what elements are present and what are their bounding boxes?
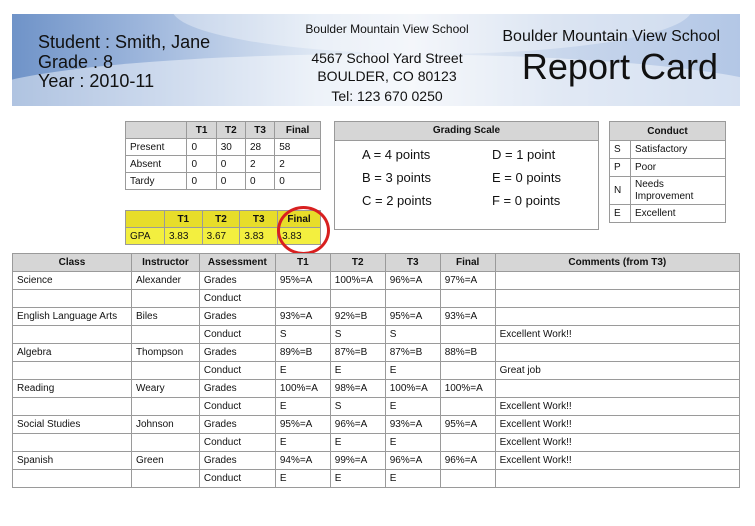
table-cell: 98%=A [330,380,385,398]
table-cell: Alexander [131,272,199,290]
table-cell: GPA [126,228,165,245]
table-header-row [126,122,321,139]
table-cell: 0 [187,173,216,190]
table-cell: 88%=B [440,344,495,362]
table-cell: E [385,470,440,488]
column-header: T2 [330,254,385,272]
table-cell: S [330,398,385,416]
column-header: Class [13,254,132,272]
table-cell: 92%=B [330,308,385,326]
table-cell: 93%=A [440,308,495,326]
address-phone: Tel: 123 670 0250 [331,88,443,104]
table-row [13,434,740,452]
table-cell: 0 [275,173,321,190]
table-cell [131,398,199,416]
column-header: T1 [275,254,330,272]
conduct-legend-table [609,121,726,223]
column-header: Instructor [131,254,199,272]
table-cell: S [330,326,385,344]
student-name: Student : Smith, Jane [38,32,211,52]
table-cell: 96%=A [385,272,440,290]
table-cell: Algebra [13,344,132,362]
table-cell: E [385,434,440,452]
address-city: BOULDER, CO 80123 [317,68,457,84]
table-cell: Science [13,272,132,290]
table-cell: Weary [131,380,199,398]
table-cell [13,290,132,308]
table-cell: Grades [199,272,275,290]
table-cell: E [275,470,330,488]
column-header: T3 [245,122,274,139]
table-row [13,380,740,398]
table-cell: 0 [216,156,245,173]
conduct-meaning: Poor [631,159,726,177]
column-header: Final [278,211,321,228]
table-cell: 3.83 [164,228,202,245]
table-row [13,452,740,470]
table-row [13,326,740,344]
table-cell: Social Studies [13,416,132,434]
table-cell: Conduct [199,362,275,380]
table-cell: 3.83 [240,228,278,245]
table-cell: Conduct [199,398,275,416]
table-row [610,159,726,177]
table-cell [495,308,739,326]
table-row [13,362,740,380]
classes-table [12,253,740,488]
table-cell: Conduct [199,326,275,344]
table-cell: 0 [245,173,274,190]
grading-scale-list [335,141,598,208]
table-cell: Thompson [131,344,199,362]
table-cell: 99%=A [330,452,385,470]
column-header: T1 [187,122,216,139]
table-cell: 96%=A [440,452,495,470]
table-cell: Excellent Work!! [495,326,739,344]
conduct-meaning: Excellent [631,205,726,223]
grading-scale-item: D = 1 point [492,147,556,162]
table-cell [131,326,199,344]
table-row [126,173,321,190]
table-cell: S [275,326,330,344]
table-cell: 93%=A [275,308,330,326]
table-cell: E [275,362,330,380]
student-grade: Grade : 8 [38,52,114,72]
table-row [126,156,321,173]
table-cell [13,326,132,344]
table-cell: 0 [216,173,245,190]
conduct-code: S [610,141,631,159]
table-header-row [13,254,740,272]
column-header: Final [440,254,495,272]
table-cell: 2 [245,156,274,173]
table-cell [440,362,495,380]
table-cell [131,434,199,452]
column-header: Final [275,122,321,139]
table-cell: 3.67 [202,228,240,245]
table-row [13,308,740,326]
table-cell: Conduct [199,470,275,488]
table-cell: Reading [13,380,132,398]
attendance-table [125,121,321,190]
table-cell [131,470,199,488]
table-cell [13,398,132,416]
table-cell: Conduct [199,434,275,452]
table-cell [495,380,739,398]
final-gpa-highlight-circle [277,206,330,255]
grading-scale-item: F = 0 points [492,193,561,208]
grading-scale-title: Grading Scale [335,122,598,141]
table-cell [495,344,739,362]
table-cell: Grades [199,416,275,434]
school-name-large: Boulder Mountain View School [502,28,720,45]
table-cell: Grades [199,452,275,470]
table-row [13,344,740,362]
table-row [13,272,740,290]
grading-scale-item: B = 3 points [362,170,432,185]
table-cell [13,434,132,452]
table-cell: E [385,398,440,416]
table-cell: Conduct [199,290,275,308]
table-cell: 96%=A [385,452,440,470]
table-cell: 87%=B [385,344,440,362]
table-cell: 100%=A [440,380,495,398]
table-row [13,398,740,416]
table-cell [385,290,440,308]
table-cell: E [330,362,385,380]
column-header [126,122,187,139]
table-cell: Excellent Work!! [495,452,739,470]
table-cell: Grades [199,308,275,326]
grading-scale-item: C = 2 points [362,193,432,208]
table-cell: E [330,470,385,488]
table-row [13,416,740,434]
table-cell [131,290,199,308]
conduct-meaning: Satisfactory [631,141,726,159]
address-street: 4567 School Yard Street [311,50,463,66]
table-cell: 100%=A [385,380,440,398]
table-cell: 97%=A [440,272,495,290]
table-cell: Excellent Work!! [495,416,739,434]
school-name-small: Boulder Mountain View School [305,22,469,36]
column-header [126,211,165,228]
classes-table-body [13,272,740,488]
table-cell [495,290,739,308]
table-cell: 87%=B [330,344,385,362]
table-cell: E [385,362,440,380]
table-cell: 0 [187,139,216,156]
conduct-code: E [610,205,631,223]
table-cell: 95%=A [275,272,330,290]
table-cell [275,290,330,308]
table-cell [13,362,132,380]
table-cell: Excellent Work!! [495,398,739,416]
table-cell [330,290,385,308]
table-cell: Tardy [126,173,187,190]
table-cell: Spanish [13,452,132,470]
table-cell: 95%=A [440,416,495,434]
table-cell: 89%=B [275,344,330,362]
table-cell: 58 [275,139,321,156]
table-cell: 2 [275,156,321,173]
table-cell: Green [131,452,199,470]
column-header: Assessment [199,254,275,272]
column-header: Comments (from T3) [495,254,739,272]
column-header: T2 [216,122,245,139]
table-row [610,205,726,223]
school-year: Year : 2010-11 [38,71,155,91]
table-cell: 93%=A [385,416,440,434]
table-cell: Excellent Work!! [495,434,739,452]
conduct-meaning: Needs Improvement [631,177,726,205]
table-row [610,177,726,205]
table-header-row [610,122,726,141]
table-cell: Johnson [131,416,199,434]
conduct-code: N [610,177,631,205]
table-cell [440,470,495,488]
table-cell [13,470,132,488]
table-row [13,470,740,488]
table-cell [440,398,495,416]
table-cell: Great job [495,362,739,380]
conduct-title: Conduct [610,122,726,141]
table-cell: Grades [199,344,275,362]
table-cell [440,326,495,344]
table-cell: Absent [126,156,187,173]
table-cell: 94%=A [275,452,330,470]
grading-scale-box [334,121,599,230]
conduct-code: P [610,159,631,177]
table-cell: E [330,434,385,452]
page-title: Report Card [521,46,718,87]
table-cell: 100%=A [330,272,385,290]
grading-scale-item: A = 4 points [362,147,431,162]
table-row [610,141,726,159]
table-cell: 3.83 [278,228,321,245]
table-row [126,139,321,156]
table-cell [131,362,199,380]
table-cell [495,272,739,290]
table-cell [495,470,739,488]
table-cell: 0 [187,156,216,173]
grading-scale-item: E = 0 points [492,170,562,185]
table-cell [440,434,495,452]
table-cell: English Language Arts [13,308,132,326]
column-header: T3 [385,254,440,272]
table-cell [440,290,495,308]
table-cell: 100%=A [275,380,330,398]
table-cell: 28 [245,139,274,156]
column-header: T3 [240,211,278,228]
table-cell: 30 [216,139,245,156]
table-cell: Present [126,139,187,156]
table-cell: Biles [131,308,199,326]
column-header: T1 [164,211,202,228]
table-cell: 95%=A [275,416,330,434]
table-cell: E [275,398,330,416]
column-header: T2 [202,211,240,228]
table-row [13,290,740,308]
table-cell: E [275,434,330,452]
table-cell: 95%=A [385,308,440,326]
header-banner [12,14,740,106]
table-cell: Grades [199,380,275,398]
table-cell: S [385,326,440,344]
table-cell: 96%=A [330,416,385,434]
